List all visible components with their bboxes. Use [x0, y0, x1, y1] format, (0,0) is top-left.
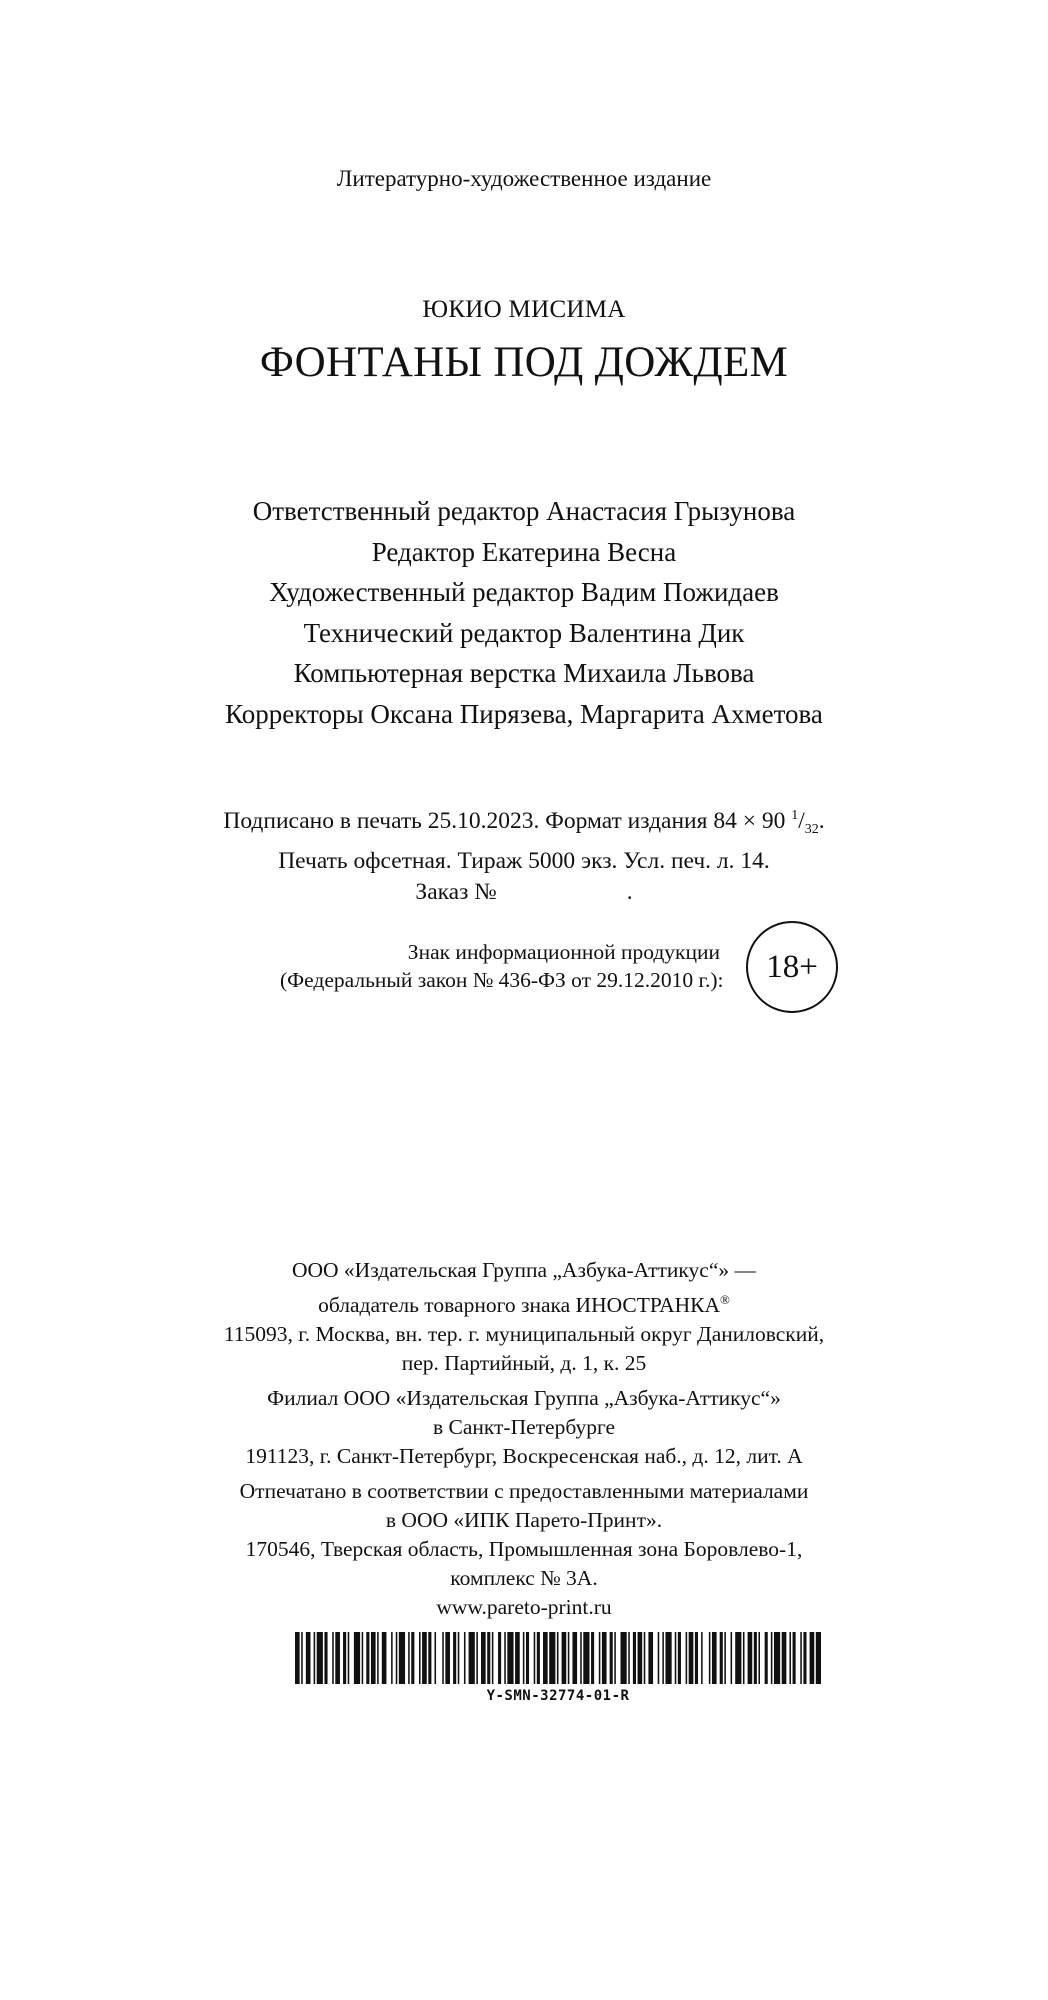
barcode-bar — [453, 1632, 456, 1684]
barcode — [295, 1632, 821, 1684]
credit-responsible-editor: Ответственный редактор Анастасия Грызунова — [252, 496, 796, 526]
barcode-bar — [816, 1632, 821, 1684]
barcode-bar — [377, 1632, 379, 1684]
barcode-bar — [435, 1632, 437, 1684]
print-line: Печать офсетная. Тираж 5000 экз. Усл. печ. л. 14. — [278, 847, 770, 874]
barcode-bar — [758, 1632, 760, 1684]
publisher-line2 — [0, 1285, 1048, 1320]
barcode-bar — [399, 1632, 405, 1684]
barcode-bar — [748, 1632, 753, 1684]
barcode-bar — [614, 1632, 616, 1684]
barcode-bar — [419, 1632, 421, 1684]
book-title: ФОНТАНЫ ПОД ДОЖДЕМ — [259, 339, 789, 386]
order-line — [0, 877, 1048, 909]
age-rating-label — [280, 938, 724, 994]
barcode-bar — [568, 1632, 570, 1684]
barcode-bar — [633, 1632, 636, 1684]
print-details — [0, 800, 1048, 909]
barcode-bar — [572, 1632, 577, 1684]
barcode-bar — [610, 1632, 613, 1684]
barcode-bar — [709, 1632, 711, 1684]
barcode-bar — [543, 1632, 548, 1684]
barcode-bar — [689, 1632, 694, 1684]
barcode-bar — [324, 1632, 327, 1684]
barcode-bar — [662, 1632, 664, 1684]
barcode-bar — [765, 1632, 768, 1684]
barcode-bar — [366, 1632, 369, 1684]
barcode-bar — [599, 1632, 601, 1684]
barcode-bar — [391, 1632, 393, 1684]
barcode-bar — [295, 1632, 300, 1684]
barcode-bar — [810, 1632, 815, 1684]
barcode-bar — [782, 1632, 787, 1684]
barcode-bar — [458, 1632, 460, 1684]
format-denominator: 32 — [804, 822, 819, 837]
barcode-bar — [675, 1632, 677, 1684]
barcode-bar — [492, 1632, 494, 1684]
barcode-bar — [335, 1632, 340, 1684]
credits-list — [0, 491, 1048, 734]
barcode-bar — [526, 1632, 529, 1684]
barcode-bar — [442, 1632, 444, 1684]
signed-text: Подписано в печать 25.10.2023. Формат издания 84 × 90 — [223, 808, 792, 834]
barcode-bar — [557, 1632, 559, 1684]
order-end: . — [626, 879, 633, 905]
barcode-bar — [396, 1632, 398, 1684]
barcode-bar — [678, 1632, 681, 1684]
barcode-bar — [476, 1632, 478, 1684]
barcode-bar — [800, 1632, 802, 1684]
publisher-line4: пер. Партийный, д. 1, к. 25 — [401, 1351, 647, 1375]
publisher-trademark-text: обладатель товарного знака ИНОСТРАНКА — [318, 1293, 721, 1317]
barcode-bar — [591, 1632, 594, 1684]
barcode-bar — [301, 1632, 303, 1684]
publisher-info — [0, 1256, 1048, 1628]
barcode-bar — [712, 1632, 717, 1684]
age-rating-badge: 18+ — [746, 921, 838, 1013]
branch-block — [0, 1384, 1048, 1471]
barcode-bar — [686, 1632, 688, 1684]
barcode-bar — [774, 1632, 780, 1684]
barcode-bar — [343, 1632, 346, 1684]
barcode-bar — [487, 1632, 490, 1684]
printer-line3: 170546, Тверская область, Промышленная зона Боровлево-1, — [245, 1537, 803, 1561]
barcode-bar — [332, 1632, 334, 1684]
barcode-bar — [354, 1632, 360, 1684]
barcode-bar — [314, 1632, 316, 1684]
branch-line1: Филиал ООО «Издательская Группа „Азбука-Аттикус“» — [267, 1386, 781, 1410]
barcode-bar — [408, 1632, 410, 1684]
barcode-bar — [469, 1632, 475, 1684]
printer-block — [0, 1477, 1048, 1622]
order-label: Заказ № — [415, 879, 497, 905]
barcode-bar — [537, 1632, 540, 1684]
signed-end: . — [818, 808, 825, 834]
credit-editor: Редактор Екатерина Весна — [371, 536, 677, 567]
barcode-bar — [317, 1632, 323, 1684]
barcode-bar — [789, 1632, 791, 1684]
edition-type: Литературно-художественное издание — [336, 166, 712, 191]
barcode-bar — [348, 1632, 350, 1684]
signed-for-print — [0, 800, 1048, 846]
branch-line2: в Санкт-Петербурге — [432, 1415, 616, 1439]
barcode-bar — [735, 1632, 741, 1684]
printer-line2: в ООО «ИПК Парето-Принт». — [385, 1508, 663, 1532]
publisher-block — [0, 1256, 1048, 1378]
branch-line3: 191123, г. Санкт-Петербург, Воскресенская наб., д. 12, лит. А — [245, 1444, 803, 1468]
barcode-bar — [743, 1632, 745, 1684]
barcode-bar — [498, 1632, 501, 1684]
barcode-bar — [580, 1632, 582, 1684]
barcode-bar — [724, 1632, 726, 1684]
publisher-line3: 115093, г. Москва, вн. тер. г. муниципальный округ Даниловский, — [223, 1322, 825, 1346]
printer-line4: комплекс № 3А. — [450, 1566, 598, 1590]
barcode-bar — [638, 1632, 643, 1684]
barcode-bar — [534, 1632, 536, 1684]
barcode-bar — [644, 1632, 646, 1684]
barcode-bar — [803, 1632, 806, 1684]
publisher-line1: ООО «Издательская Группа „Азбука-Аттикус“» — — [291, 1258, 757, 1282]
credit-layout: Компьютерная верстка Михаила Львова — [293, 658, 755, 688]
barcode-bar — [562, 1632, 567, 1684]
format-slash: / — [798, 808, 805, 834]
barcode-bar — [602, 1632, 607, 1684]
barcode-bar — [507, 1632, 513, 1684]
barcode-bar — [658, 1632, 660, 1684]
barcode-bar — [628, 1632, 630, 1684]
printer-line1: Отпечатано в соответствии с предоставленными материалами — [239, 1479, 809, 1503]
barcode-bar — [621, 1632, 627, 1684]
barcode-bar — [701, 1632, 703, 1684]
registered-mark: ® — [720, 1292, 730, 1307]
barcode-bar — [583, 1632, 589, 1684]
barcode-bar — [428, 1632, 431, 1684]
barcode-bar — [720, 1632, 723, 1684]
credit-art-editor: Художественный редактор Вадим Пожидаев — [269, 577, 779, 607]
printer-website: www.pareto-print.ru — [436, 1595, 612, 1619]
credit-proofreaders: Корректоры Оксана Пирязева, Маргарита Ахметова — [225, 698, 823, 729]
barcode-bar — [445, 1632, 450, 1684]
barcode-bar — [306, 1632, 311, 1684]
barcode-bar — [515, 1632, 520, 1684]
age-rating-label-line2: (Федеральный закон № 436-ФЗ от 29.12.2010 г.): — [280, 968, 724, 992]
format-numerator: 1 — [791, 808, 799, 823]
barcode-bar — [695, 1632, 698, 1684]
barcode-bar — [793, 1632, 796, 1684]
barcode-bar — [648, 1632, 653, 1684]
barcode-bar — [371, 1632, 376, 1684]
barcode-bar — [771, 1632, 773, 1684]
barcode-bar — [665, 1632, 671, 1684]
barcode-bar — [549, 1632, 555, 1684]
barcode-bar — [504, 1632, 506, 1684]
barcode-bar — [464, 1632, 466, 1684]
barcode-code: Y-SMN-32774-01-R — [486, 1688, 630, 1704]
credit-technical-editor: Технический редактор Валентина Дик — [303, 617, 745, 648]
barcode-bar — [481, 1632, 486, 1684]
barcode-bar — [411, 1632, 414, 1684]
age-rating-label-line1: Знак информационной продукции — [407, 940, 720, 964]
barcode-bar — [754, 1632, 757, 1684]
author-name: ЮКИО МИСИМА — [422, 296, 626, 323]
barcode-bar — [362, 1632, 364, 1684]
barcode-bar — [382, 1632, 387, 1684]
barcode-bar — [523, 1632, 525, 1684]
barcode-bar — [731, 1632, 733, 1684]
barcode-bar — [422, 1632, 427, 1684]
